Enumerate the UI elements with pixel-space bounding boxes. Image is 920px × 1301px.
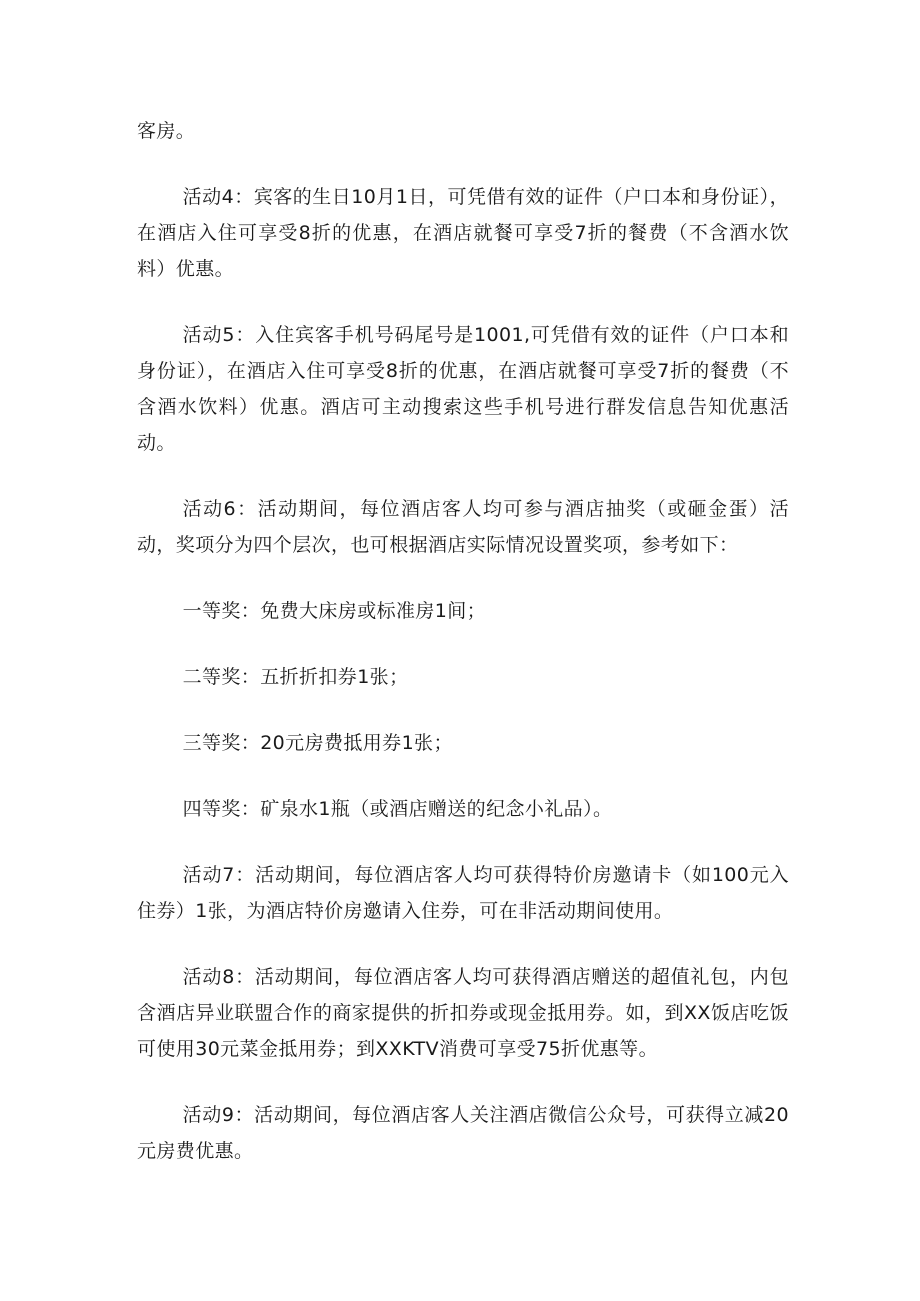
paragraph-continuation: 客房。 [137,120,196,142]
paragraph-activity-8: 活动8：活动期间，每位酒店客人均可获得酒店赠送的超值礼包，内包含酒店异业联盟合作的商家提供的折扣券或现金抵用券。如，到XX饭店吃饭可使用30元菜金抵用券；到XXKTV消费可享受75折优惠等。 [137,966,789,1060]
paragraph-activity-6: 活动6：活动期间，每位酒店客人均可参与酒店抽奖（或砸金蛋）活动，奖项分为四个层次，也可根据酒店实际情况设置奖项，参考如下： [137,498,789,556]
paragraph-activity-5: 活动5：入住宾客手机号码尾号是1001,可凭借有效的证件（户口本和身份证），在酒店入住可享受8折的优惠，在酒店就餐可享受7折的餐费（不含酒水饮料）优惠。酒店可主动搜索这些手机号进行群发信息告知优惠活动。 [137,324,789,454]
prize-third: 三等奖：20元房费抵用券1张； [182,732,453,754]
paragraph-activity-9: 活动9：活动期间，每位酒店客人关注酒店微信公众号，可获得立减20元房费优惠。 [137,1104,789,1162]
document-body [137,113,789,1169]
paragraph-activity-4: 活动4：宾客的生日10月1日，可凭借有效的证件（户口本和身份证），在酒店入住可享受8折的优惠，在酒店就餐可享受7折的餐费（不含酒水饮料）优惠。 [137,186,789,280]
prize-first: 一等奖：免费大床房或标准房1间； [182,600,487,622]
prize-fourth: 四等奖：矿泉水1瓶（或酒店赠送的纪念小礼品）。 [182,798,613,820]
prize-second: 二等奖：五折折扣券1张； [182,666,409,688]
paragraph-activity-7: 活动7：活动期间，每位酒店客人均可获得特价房邀请卡（如100元入住券）1张，为酒店特价房邀请入住券，可在非活动期间使用。 [137,864,789,922]
